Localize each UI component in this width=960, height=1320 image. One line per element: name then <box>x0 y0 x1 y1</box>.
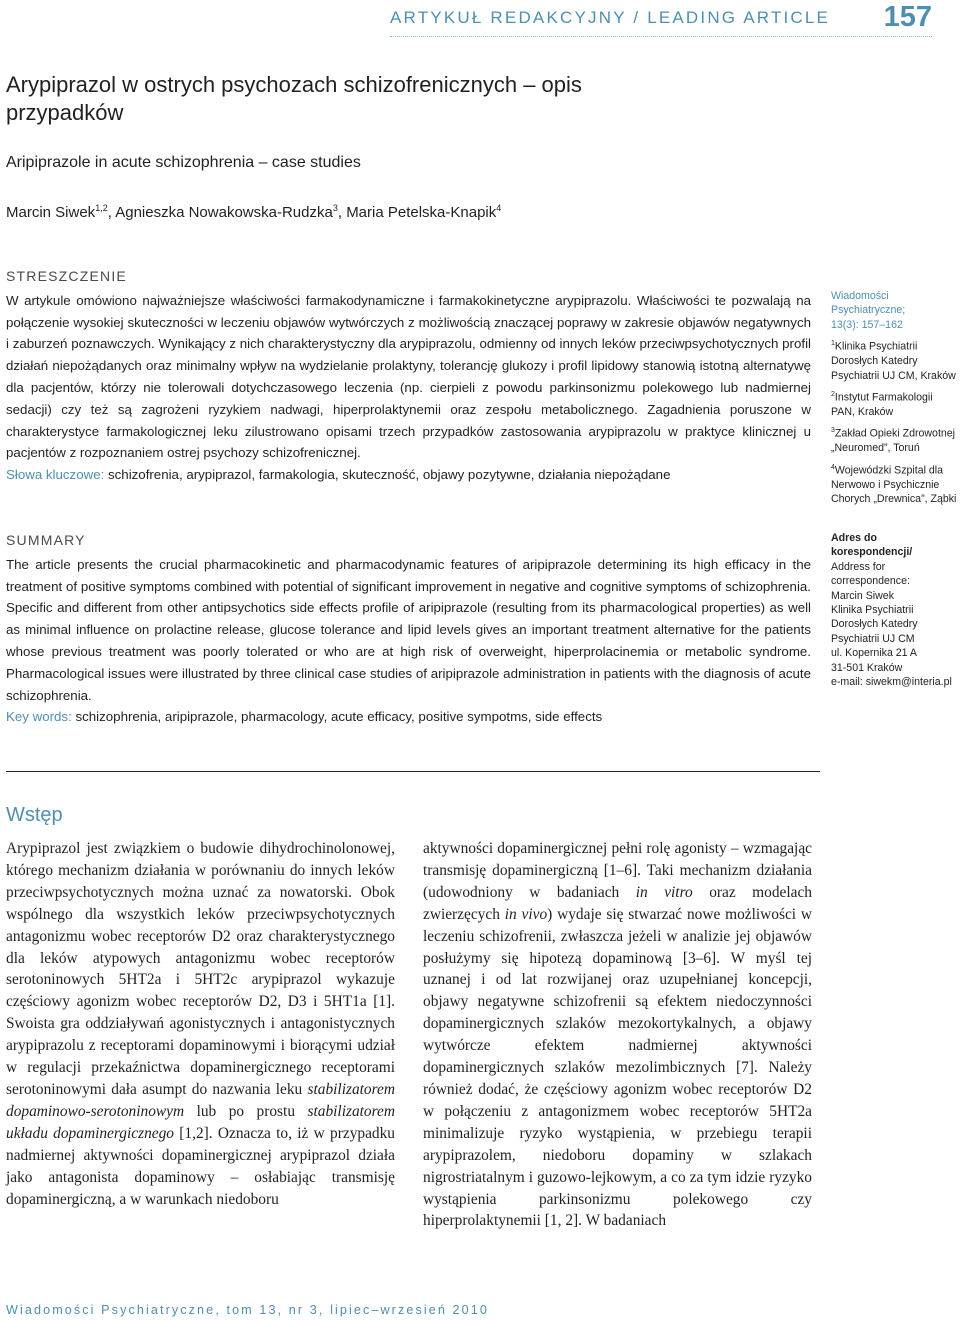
journal-name: Wiadomości Psychiatryczne; <box>831 290 906 317</box>
correspondence-heading-en: Address for correspondence: <box>831 560 910 588</box>
affiliation-item <box>831 461 959 507</box>
article-title: Arypiprazol w ostrych psychozach schizofrenicznych – opis przypadków <box>6 72 582 125</box>
affiliation-list <box>831 337 959 506</box>
affiliation-item <box>831 388 959 419</box>
body-text: aktywności dopaminergicznej pełni rolę agonisty – wzmagając transmisję dopaminergiczną [1–6]. Taki mechanizm działania (udowodniony w badaniach <box>423 840 812 901</box>
affiliation-number: 2 <box>831 390 835 398</box>
body-text-italic: stabilizatorem dopaminowo-serotoninowym <box>6 1080 395 1120</box>
affiliation-number: 1 <box>831 340 835 348</box>
abstract-heading-en: SUMMARY <box>6 532 86 548</box>
author-name: Maria Petelska-Knapik <box>346 204 497 221</box>
article-subtitle-en: Aripiprazole in acute schizophrenia – case studies <box>6 154 361 171</box>
body-text: [1,2]. Oznacza to, iż w przypadku nadmiernej aktywności dopaminergicznej arypiprazol działa jako antagonista dopaminowy – osłabiając transmisję dopaminergiczną, a w warunkach niedoboru <box>6 1124 395 1208</box>
page-footer: Wiadomości Psychiatryczne, tom 13, nr 3, lipiec–wrzesień 2010 <box>6 1303 489 1317</box>
header-rule <box>390 36 932 37</box>
body-text-italic: in vivo <box>504 905 548 923</box>
author-list <box>6 203 501 221</box>
abstract-text-en: The article presents the crucial pharmacokinetic and pharmacodynamic features of aripiprazole determining its high efficacy in the treatment of positive symptoms combined with potential of significant improvement in negative and cognitive symptoms of schizophrenia. Specific and different from other antipsychotics side effects profile of aripiprazole (resulting from its pharmacological properties) as well as minimal influence on prolactine release, glucose tolerance and lipid levels gives an important treatment alternative for the patients whose previous treatment was poorly tolerated or who are at high risk of overweight, hiperprolacinemia or metabolic syndrome. Pharmacological issues were illustrated by three clinical case studies of aripiprazole administration in patients with the diagnosis of acute schizophrenia. <box>6 556 811 703</box>
author-affiliation-mark: 4 <box>496 203 502 213</box>
author-separator: , <box>107 204 116 221</box>
section-label: ARTYKUŁ REDAKCYJNY / LEADING ARTICLE <box>390 8 831 27</box>
abstract-heading-pl: STRESZCZENIE <box>6 268 127 284</box>
affiliation-text: Instytut Farmakologii PAN, Kraków <box>831 391 933 418</box>
keywords-text-pl: schizofrenia, arypiprazol, farmakologia, skuteczność, objawy pozytywne, działania niepożądane <box>108 467 671 483</box>
body-text: oraz modelach zwierzęcych <box>423 883 812 923</box>
page-number: 157 <box>883 1 932 33</box>
author-name: Marcin Siwek <box>6 204 96 221</box>
correspondence-line: 31-501 Kraków <box>831 661 903 674</box>
affiliation-item <box>831 424 959 455</box>
correspondence-address <box>831 589 959 690</box>
correspondence-line: Marcin Siwek <box>831 589 894 602</box>
body-text-italic: in vitro <box>635 883 693 901</box>
journal-volume: 13(3): 157–162 <box>831 318 903 331</box>
keywords-text-en: schizophrenia, aripiprazole, pharmacology, acute efficacy, positive sympotms, side effects <box>75 709 603 725</box>
correspondence-line: e-mail: siwekm@interia.pl <box>831 676 952 689</box>
abstract-pl <box>6 266 811 486</box>
affiliation-number: 3 <box>831 427 835 435</box>
abstract-en <box>6 530 811 728</box>
body-text: lub po prostu <box>184 1102 308 1120</box>
section-divider <box>6 771 820 772</box>
section-heading-wstep: Wstęp <box>6 804 63 826</box>
correspondence-line: ul. Kopernika 21 A <box>831 647 917 660</box>
sidebar-correspondence <box>831 531 959 689</box>
body-column-left <box>6 838 395 1210</box>
affiliation-text: Klinika Psychiatrii Dorosłych Katedry Psychiatrii UJ CM, Kraków <box>831 340 956 382</box>
author-affiliation-mark: 1,2 <box>95 203 108 213</box>
affiliation-item <box>831 337 959 383</box>
sidebar-journal-info <box>831 289 959 506</box>
affiliation-number: 4 <box>831 463 835 471</box>
abstract-text-pl: W artykule omówiono najważniejsze właściwości farmakodynamiczne i farmakokinetyczne arypiprazolu. Właściwości te pozwalają na połączenie wysokiej skuteczności w leczeniu objawów wytwórczych z możliwością znaczącej poprawy w zakresie objawów negatywnych i zaburzeń poznawczych. Wynikający z nich charakterystyczny dla arypiprazolu, odmienny od innych leków przeciwpsychotycznych profil działań niepożądanych oraz minimalny wpływ na wydzielanie prolaktyny, tolerancję glukozy i profil lipidowy stanowią istotną alternatywę dla pacjentów, którzy nie tolerowali dotychczasowego leczenia (np. cierpieli z powodu parkinsonizmu polekowego lub nadmiernej sedacji) czy też są zagrożeni ryzykiem nadwagi, hiperprolaktynemii oraz zespołu metabolicznego. Zagadnienia poruszone w charakterystyce farmakologicznej leku zilustrowano opisami trzech przypadków zastosowania arypiprazolu w praktyce klinicznej u pacjentów z rozpoznaniem ostrej psychozy schizofrenicznej. <box>6 292 811 461</box>
correspondence-line: Klinika Psychiatrii Dorosłych Katedry Psychiatrii UJ CM <box>831 604 918 645</box>
body-column-right <box>423 838 812 1232</box>
keywords-label-en: Key words: <box>6 709 72 725</box>
correspondence-heading: Adres do korespondencji/ <box>831 532 913 559</box>
body-text: Arypiprazol jest związkiem o budowie dihydrochinolonowej, którego mechanizm działania w porównaniu do innych leków przeciwpsychotycznych można uznać za nowatorski. Obok wspólnego dla wszystkich leków przeciwpsychotycznych antagonizmu wobec receptorów D2 oraz charakterystycznego dla leków atypowych antagonizmu wobec receptorów serotoninowych 5HT2a i 5HT2c arypiprazol wykazuje częściowy agonizm wobec receptorów D2, D3 i 5HT1a [1]. Swoista gra oddziaływań agonistycznych i antagonistycznych arypiprazolu z receptorami dopaminowymi i biorącymi udział w regulacji przekaźnictwa dopaminergicznego receptorami serotoninowymi dała asumpt do nazwania leku <box>6 840 395 1098</box>
keywords-label-pl: Słowa kluczowe: <box>6 467 105 483</box>
keywords-pl <box>6 464 811 486</box>
author-affiliation-mark: 3 <box>332 203 338 213</box>
author-name: Agnieszka Nowakowska-Rudzka <box>115 204 333 221</box>
author-separator: , <box>337 204 347 221</box>
keywords-en <box>6 706 811 728</box>
affiliation-text: Wojewódzki Szpital dla Nerwowo i Psychicznie Chorych „Drewnica”, Ząbki <box>831 464 957 505</box>
affiliation-text: Zakład Opieki Zdrowotnej „Neuromed”, Toruń <box>831 427 956 455</box>
body-text-italic: stabilizatorem układu dopaminergicznego <box>6 1102 395 1142</box>
body-text: ) wydaje się stwarzać nowe możliwości w leczeniu schizofrenii, zwłaszcza jeżeli w analizie jej objawów posłużymy się hipotezą dopaminową [3–6]. W myśl tej uznanej i od lat rozwijanej oraz uzupełnianej koncepcji, objawy negatywne schizofrenii są efektem niedoczynności dopaminergicznych szlaków mezokortykalnych, a objawy wytwórcze efektem nadmiernej aktywności dopaminergicznych szlaków mezolimbicznych [7]. Należy również dodać, że częściowy agonizm wobec receptorów D2 w połączeniu z antagonizmem wobec receptorów 5HT2a minimalizuje ryzyko wystąpienia, w przebiegu terapii arypiprazolem, niedoboru dopaminy w szlakach nigrostriatalnym i guzowo-lejkowym, a co za tym idzie ryzyko wystąpienia parkinsonizmu polekowego czy hiperprolaktynemii [1, 2]. W badaniach <box>423 905 812 1230</box>
page-header <box>0 0 960 38</box>
